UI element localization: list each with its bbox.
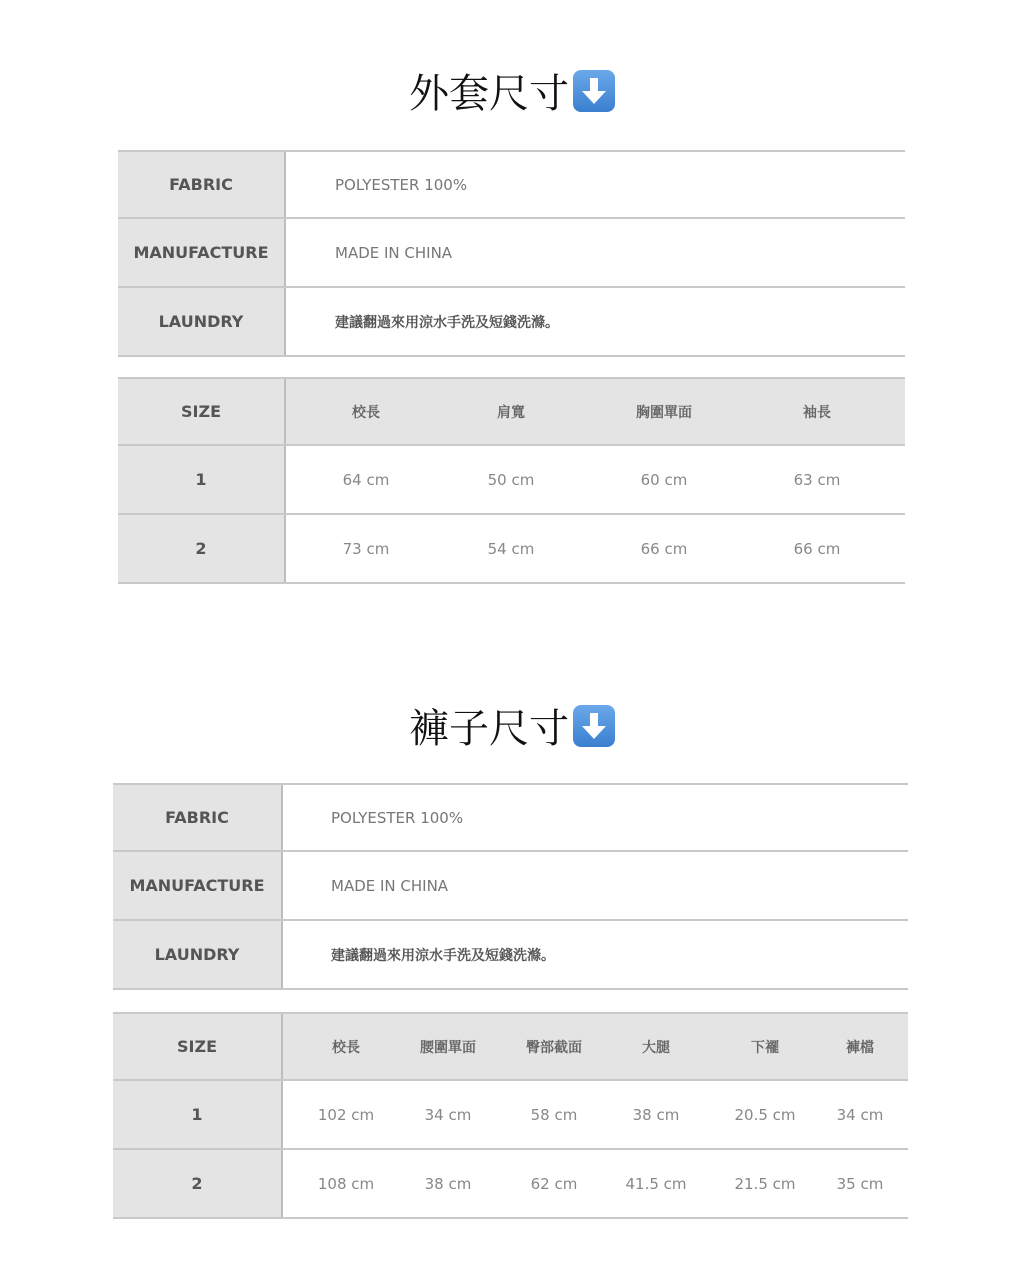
column-header: 肩寬 — [497, 404, 525, 421]
column-header: 校長 — [332, 1039, 360, 1056]
info-value: 建議翻過來用涼水手洗及短錢洗滌。 — [335, 314, 559, 331]
size-header-label: SIZE — [118, 379, 286, 444]
section-title-text: 外套尺寸 — [409, 71, 569, 117]
section-title — [0, 62, 1024, 119]
measurement-cell: 20.5 cm — [734, 1105, 796, 1124]
measurement-cell: 38 cm — [632, 1105, 680, 1124]
measurement-cell: 54 cm — [487, 539, 535, 558]
info-label: LAUNDRY — [118, 288, 286, 355]
measurement-cell: 60 cm — [640, 470, 688, 489]
column-header: 袖長 — [803, 404, 831, 421]
measurement-cell: 63 cm — [793, 470, 841, 489]
measurement-cell: 64 cm — [342, 470, 390, 489]
size-row — [118, 515, 905, 584]
measurement-cell: 34 cm — [836, 1105, 884, 1124]
size-label: 1 — [113, 1081, 283, 1148]
size-header-label: SIZE — [113, 1014, 283, 1079]
size-label: 2 — [118, 515, 286, 582]
size-header-row — [118, 377, 905, 446]
info-table — [113, 783, 908, 990]
down-arrow-icon — [573, 70, 615, 112]
info-label: FABRIC — [118, 152, 286, 217]
measurement-cell: 102 cm — [317, 1105, 375, 1124]
measurement-cell: 73 cm — [342, 539, 390, 558]
size-table — [113, 1012, 908, 1219]
column-header: 胸圍單面 — [636, 404, 692, 421]
column-header: 校長 — [352, 404, 380, 421]
measurement-cell: 62 cm — [530, 1174, 578, 1193]
measurement-cell: 41.5 cm — [625, 1174, 687, 1193]
info-row-fabric — [113, 783, 908, 852]
measurement-cell: 21.5 cm — [734, 1174, 796, 1193]
info-label: FABRIC — [113, 785, 283, 850]
info-label: LAUNDRY — [113, 921, 283, 988]
measurement-cell: 66 cm — [793, 539, 841, 558]
size-label: 2 — [113, 1150, 283, 1217]
size-header-row — [113, 1012, 908, 1081]
info-label: MANUFACTURE — [113, 852, 283, 919]
info-row-fabric — [118, 150, 905, 219]
size-table — [118, 377, 905, 584]
info-value: 建議翻過來用涼水手洗及短錢洗滌。 — [331, 947, 555, 964]
info-value: MADE IN CHINA — [331, 876, 449, 895]
measurement-cell: 58 cm — [530, 1105, 578, 1124]
measurement-cell: 66 cm — [640, 539, 688, 558]
info-table — [118, 150, 905, 357]
column-header: 臀部截面 — [526, 1039, 582, 1056]
column-header: 大腿 — [642, 1039, 670, 1056]
size-row — [118, 446, 905, 515]
column-header: 腰圍單面 — [420, 1039, 476, 1056]
down-arrow-icon — [573, 705, 615, 747]
info-row-laundry — [118, 288, 905, 357]
size-row — [113, 1150, 908, 1219]
info-label: MANUFACTURE — [118, 219, 286, 286]
info-value: MADE IN CHINA — [335, 243, 453, 262]
info-row-laundry — [113, 921, 908, 990]
measurement-cell: 50 cm — [487, 470, 535, 489]
info-row-manufacture — [118, 219, 905, 288]
size-label: 1 — [118, 446, 286, 513]
section-title — [0, 697, 1024, 754]
measurement-cell: 38 cm — [424, 1174, 472, 1193]
column-header: 下襬 — [751, 1039, 779, 1056]
info-row-manufacture — [113, 852, 908, 921]
measurement-cell: 34 cm — [424, 1105, 472, 1124]
info-value: POLYESTER 100% — [335, 175, 468, 194]
size-row — [113, 1081, 908, 1150]
section-title-text: 褲子尺寸 — [409, 706, 569, 752]
info-value: POLYESTER 100% — [331, 808, 464, 827]
measurement-cell: 108 cm — [317, 1174, 375, 1193]
measurement-cell: 35 cm — [836, 1174, 884, 1193]
column-header: 褲檔 — [846, 1039, 874, 1056]
